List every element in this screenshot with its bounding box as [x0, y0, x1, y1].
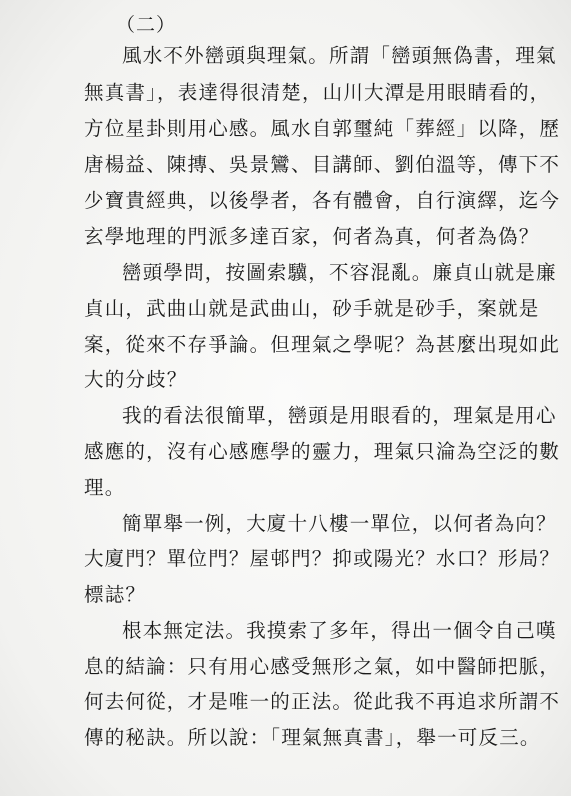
text-line: 簡單舉一例，大廈十八樓一單位，以何者為向？ [122, 512, 557, 535]
section-heading-2: （二） [116, 14, 177, 36]
text-line: 案，從來不存爭論。但理氣之學呢？為甚麼出現如此 [84, 333, 561, 356]
text-line: 唐楊益、陳摶、吳景鸞、目講師、劉伯溫等，傳下不 [84, 153, 561, 176]
text-line: 感應的，沒有心感應學的靈力，理氣只淪為空泛的數 [84, 440, 561, 463]
text-line: 玄學地理的門派多達百家，何者為真，何者為偽？ [84, 225, 540, 248]
text-line: 息的結論：只有用心感受無形之氣，如中醫師把脈， [84, 655, 561, 678]
text-line: 巒頭學問，按圖索驥，不容混亂。廉貞山就是廉 [122, 261, 557, 284]
text-line: 根本無定法。我摸索了多年，得出一個令自己嘆 [122, 619, 557, 642]
text-line: 無真書」，表達得很清楚，山川大潭是用眼睛看的， [84, 81, 551, 104]
text-line: 貞山，武曲山就是武曲山，砂手就是砂手，案就是 [84, 297, 540, 320]
text-line: 何去何從，才是唯一的正法。從此我不再追求所謂不 [84, 690, 561, 713]
text-line: 標誌？ [84, 583, 147, 606]
text-line: 大的分歧？ [84, 368, 188, 391]
text-line: 少寶貴經典，以後學者，各有體會，自行演繹，迄今 [84, 189, 561, 212]
text-line: 理。 [84, 476, 126, 499]
text-line: 風水不外巒頭與理氣。所謂「巒頭無偽書，理氣 [122, 44, 557, 67]
text-line: 我的看法很簡單，巒頭是用眼看的，理氣是用心 [122, 404, 557, 427]
text-line: 方位星卦則用心感。風水自郭璽純「葬經」以降，歷 [84, 117, 561, 140]
text-line: 大廈門？單位門？屋邨門？抑或陽光？水口？形局？ [84, 547, 561, 570]
text-line: 傳的秘訣。所以說：「理氣無真書」，舉一可反三。 [84, 726, 541, 749]
